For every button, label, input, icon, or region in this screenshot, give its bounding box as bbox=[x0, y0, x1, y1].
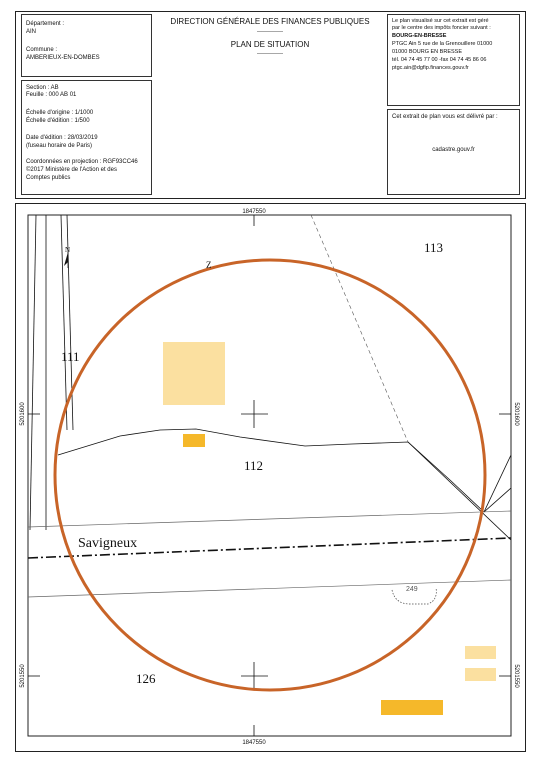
page-title: DIRECTION GÉNÉRALE DES FINANCES PUBLIQUES bbox=[170, 17, 370, 26]
left-line-1 bbox=[30, 215, 36, 530]
building-light-large bbox=[163, 342, 225, 405]
small-parcel-number: 249 bbox=[406, 586, 418, 593]
title-dashes-1: ------------- bbox=[257, 29, 283, 35]
parcel-number-113: 113 bbox=[424, 240, 444, 255]
page-subtitle: PLAN DE SITUATION bbox=[230, 40, 310, 49]
north-arrow-icon bbox=[64, 252, 68, 268]
coordonnees-text: Coordonnées en projection : RGF93CC46 bbox=[26, 159, 138, 165]
coord-top: 1847550 bbox=[242, 209, 266, 215]
departement-label: Département : bbox=[26, 21, 65, 27]
info-line-7: ptgc.ain@dgfip.finances.gouv.fr bbox=[392, 65, 469, 71]
date-edition: Date d'édition : 28/03/2019 bbox=[26, 135, 98, 141]
commune-value: AMBERIEUX-EN-DOMBES bbox=[26, 55, 100, 61]
echelle-origine: Échelle d'origine : 1/1000 bbox=[26, 110, 94, 116]
road-edge-top bbox=[28, 511, 511, 527]
parcel-line-right-2 bbox=[484, 455, 511, 512]
coord-bottom: 1847550 bbox=[242, 740, 266, 746]
info-line-5: 01000 BOURG EN BRESSE bbox=[392, 49, 463, 55]
departement-value: AIN bbox=[26, 29, 37, 35]
map-inner-border bbox=[28, 215, 511, 736]
copyright-line-1: ©2017 Ministère de l'Action et des bbox=[26, 167, 117, 173]
info-line-3: BOURG-EN-BRESSE bbox=[392, 33, 447, 39]
feuille-text: Feuille : 000 AB 01 bbox=[26, 92, 77, 98]
parcel-line-right-3 bbox=[484, 488, 511, 512]
info-line-1: Le plan visualisé sur cet extrait est géré bbox=[392, 18, 489, 24]
parcel-boundary-112 bbox=[58, 429, 484, 512]
delivery-site: cadastre.gouv.fr bbox=[432, 147, 475, 153]
dashed-boundary bbox=[311, 215, 408, 442]
coord-right-lower: 5201550 bbox=[513, 664, 519, 688]
building-dark-bottom bbox=[381, 700, 443, 715]
street-name: Savigneux bbox=[78, 536, 138, 551]
building-light-right-1 bbox=[465, 646, 496, 659]
parcel-lines bbox=[30, 215, 511, 540]
coord-right: 5201600 bbox=[513, 402, 519, 426]
crosshairs bbox=[28, 215, 511, 736]
info-line-2: par le centre des impôts foncier suivant : bbox=[392, 25, 491, 31]
coord-left-lower: 5201550 bbox=[20, 664, 26, 688]
parcel-line-right-1 bbox=[408, 442, 511, 540]
section-text: Section : AB bbox=[26, 85, 59, 91]
info-line-4: PTGC Ain 5 rue de la Grenouillere 01000 bbox=[392, 41, 493, 47]
circle-label: Z bbox=[206, 260, 212, 270]
building-dark-small bbox=[183, 434, 205, 447]
fuseau-text: (fuseau horaire de Paris) bbox=[26, 143, 93, 149]
situation-circle bbox=[55, 260, 485, 690]
echelle-edition: Échelle d'édition : 1/500 bbox=[26, 118, 90, 124]
north-letter: N bbox=[65, 246, 71, 254]
delivery-label: Cet extrait de plan vous est délivré par : bbox=[392, 114, 498, 120]
title-dashes-2: ------------- bbox=[257, 51, 283, 57]
parcel-number-112: 112 bbox=[244, 458, 264, 473]
commune-label: Commune : bbox=[26, 47, 58, 53]
coord-left: 5201600 bbox=[20, 402, 26, 426]
copyright-line-2: Comptes publics bbox=[26, 175, 71, 181]
parcel-number-126: 126 bbox=[136, 671, 156, 686]
parcel-number-111: 111 bbox=[61, 349, 80, 364]
info-line-6: tél. 04 74 45 77 00 -fax 04 74 45 86 06 bbox=[392, 57, 487, 63]
building-light-right-2 bbox=[465, 668, 496, 681]
road-edge-bottom bbox=[28, 580, 511, 597]
